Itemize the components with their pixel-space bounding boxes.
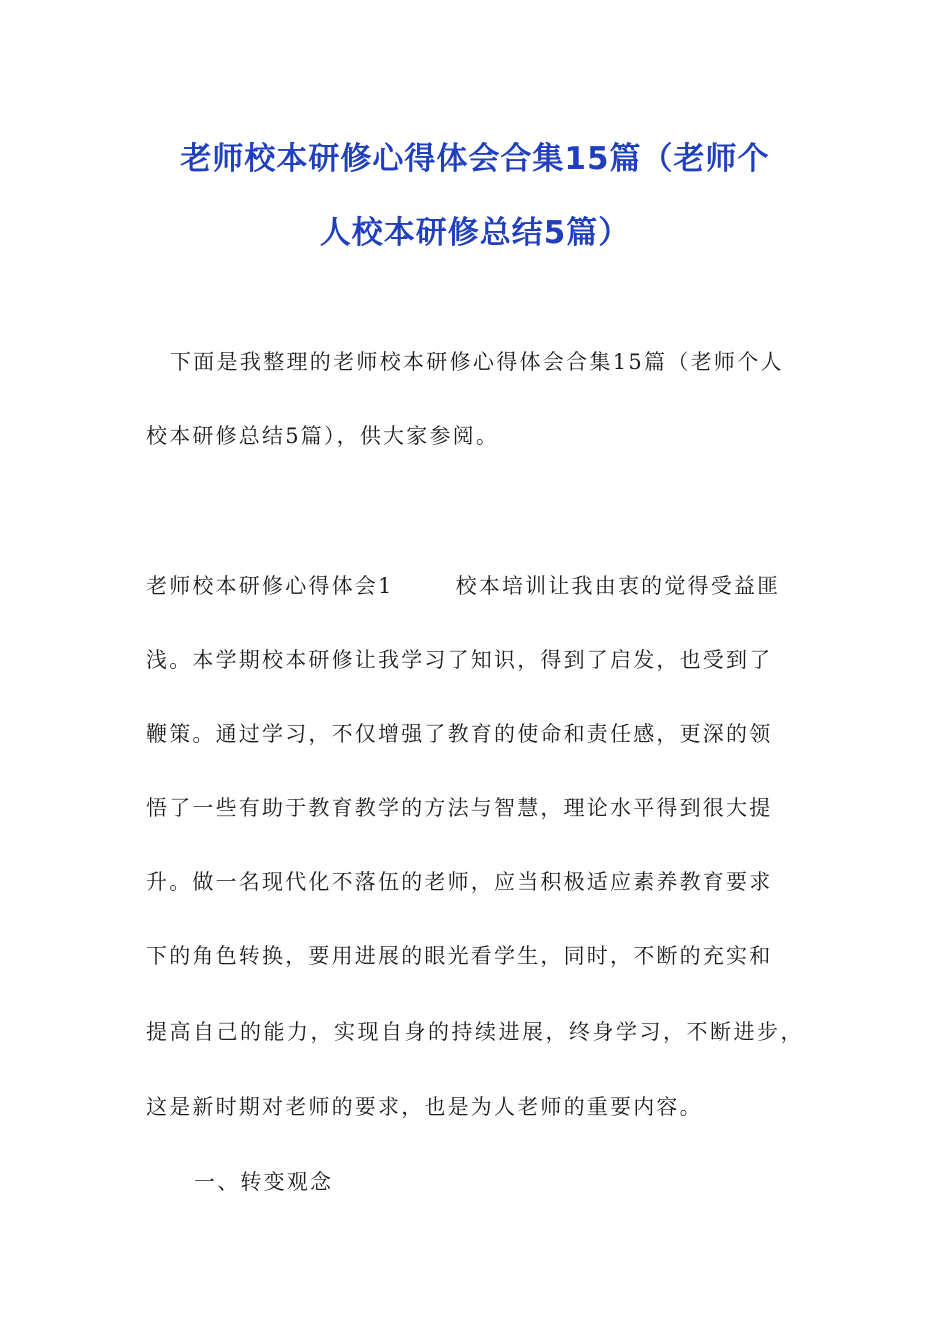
paragraph-text: 校本培训让我由衷的觉得受益匪 xyxy=(455,574,781,598)
intro-line-1: 下面是我整理的老师校本研修心得体会合集15篇（老师个人 xyxy=(170,350,784,374)
paragraph-line-5: 升。做一名现代化不落伍的老师，应当积极适应素养教育要求 xyxy=(146,870,773,894)
paragraph-line-1 xyxy=(146,572,780,600)
section-label: 老师校本研修心得体会1 xyxy=(146,574,394,598)
paragraph-line-4: 悟了一些有助于教育教学的方法与智慧，理论水平得到很大提 xyxy=(146,796,773,820)
document-title-line-1: 老师校本研修心得体会合集15篇（老师个 xyxy=(180,141,770,177)
section-heading: 一、转变观念 xyxy=(194,1170,334,1194)
intro-line-2: 校本研修总结5篇），供大家参阅。 xyxy=(146,424,500,448)
paragraph-line-7: 提高自己的能力，实现自身的持续进展，终身学习，不断进步， xyxy=(146,1020,804,1044)
paragraph-line-8: 这是新时期对老师的要求，也是为人老师的重要内容。 xyxy=(146,1095,703,1119)
paragraph-line-3: 鞭策。通过学习，不仅增强了教育的使命和责任感，更深的领 xyxy=(146,722,773,746)
paragraph-line-6: 下的角色转换，要用进展的眼光看学生，同时，不断的充实和 xyxy=(146,944,773,968)
document-title-line-2: 人校本研修总结5篇） xyxy=(319,215,631,251)
paragraph-line-2: 浅。本学期校本研修让我学习了知识，得到了启发，也受到了 xyxy=(146,648,773,672)
